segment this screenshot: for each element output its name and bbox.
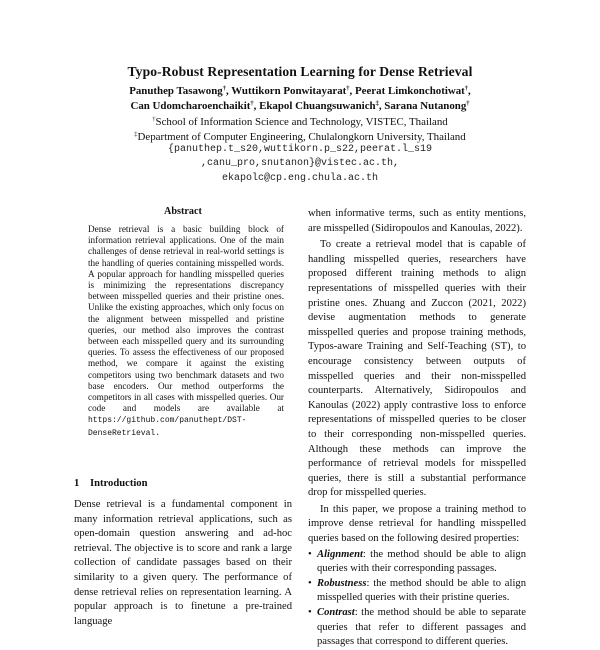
section-heading-introduction	[74, 478, 148, 489]
bullet-term: Robustness	[317, 577, 367, 589]
introduction-body: Dense retrieval is a fundamental component in many information retrieval applications, such as open-domain question answering and ad-hoc retrieval. The objective is to score and rank a large collection of candidate passages based on their similarity to a given query. The performance of dense retrieval relies on representation learning. A popular approach is to finetune a pre-trained language	[74, 499, 292, 627]
bullet-term: Alignment	[317, 548, 363, 560]
section-title: Introduction	[90, 478, 148, 489]
right-paragraph-1: when informative terms, such as entity mentions, are misspelled (Sidiropoulos and Kanoulas, 2022).	[308, 208, 526, 234]
email-block	[0, 143, 600, 186]
email-line-2: ,canu_pro,snutanon}@vistec.ac.th,	[200, 158, 400, 170]
paper-title: Typo-Robust Representation Learning for Dense Retrieval	[127, 64, 473, 79]
email-line-3: ekapolc@cp.eng.chula.ac.th	[221, 172, 379, 184]
author-line-1: Panuthep Tasawong†, Wuttikorn Ponwitayarat†, Peerat Limkonchotiwat†,	[129, 85, 471, 97]
affiliation-chula: ‡Department of Computer Engineering, Chulalongkorn University, Thailand	[134, 130, 466, 143]
list-item	[308, 548, 526, 577]
abstract-body	[88, 224, 284, 439]
list-item	[308, 606, 526, 650]
section-number: 1	[74, 478, 80, 489]
abstract-text: Dense retrieval is a basic building block of information retrieval applications. One of the main challenges of dense retrieval in real-world settings is the handling of queries containing misspelled words. A popular approach for handling misspelled queries is minimizing the representations discrepancy between misspelled queries and their pristine ones. Unlike the existing approaches, which only focus on the alignment between misspelled and pristine queries, our method also improves the contrast between each misspelled query and its surrounding queries. To assess the effectiveness of our proposed method, we compare it against the existing competitors using two benchmark datasets and two base encoders. Our method outperforms the competitors in all cases with misspelled queries. Our code and models are available at	[88, 224, 284, 414]
affiliations	[0, 115, 600, 144]
right-paragraph-2: To create a retrieval model that is capable of handling misspelled queries, researchers have proposed different training methods to align representations of misspelled queries with their pristine ones. Zhuang and Zuccon (2021, 2022) devise augmentation methods to generate misspelled queries and propose training methods, Typos-aware Training and Self-Teaching (ST), to encourage consistency between outputs of misspelled queries and their non-misspelled counterparts. Alternatively, Sidiropoulos and Kanoulas (2022) apply contrastive loss to enforce representations of misspelled queries to be closer to their corresponding non-misspelled queries. Although these methods can improve the performance of retrieval models for misspelled queries, there is still a substantial performance drop for misspelled queries.	[308, 239, 526, 499]
author-list	[0, 84, 600, 113]
property-list	[308, 548, 526, 650]
abstract-heading: Abstract	[164, 206, 202, 217]
code-link[interactable]: https://github.com/panuthept/DST-DenseRetrieval.	[88, 416, 247, 438]
right-column	[308, 207, 526, 650]
bullet-text: : the method should be able to align queries with their corresponding passages.	[317, 548, 526, 575]
bullet-text: : the method should be able to align misspelled queries with their pristine queries.	[317, 577, 526, 604]
email-line-1: {panuthep.t_s20,wuttikorn.p_s22,peerat.l_s19	[167, 144, 433, 155]
right-paragraph-3: In this paper, we propose a training method to improve dense retrieval for handling misspelled queries based on the following desired properties:	[308, 503, 526, 545]
bullet-term: Contrast	[317, 607, 355, 619]
list-item	[308, 577, 526, 606]
author-line-2: Can Udomcharoenchaikit†, Ekapol Chuangsuwanich‡, Sarana Nutanong†	[130, 99, 470, 112]
affiliation-vistec: †School of Information Science and Technology, VISTEC, Thailand	[152, 116, 448, 128]
bullet-text: : the method should be able to separate queries that refer to different passages and passages that correspond to different queries.	[317, 607, 526, 648]
